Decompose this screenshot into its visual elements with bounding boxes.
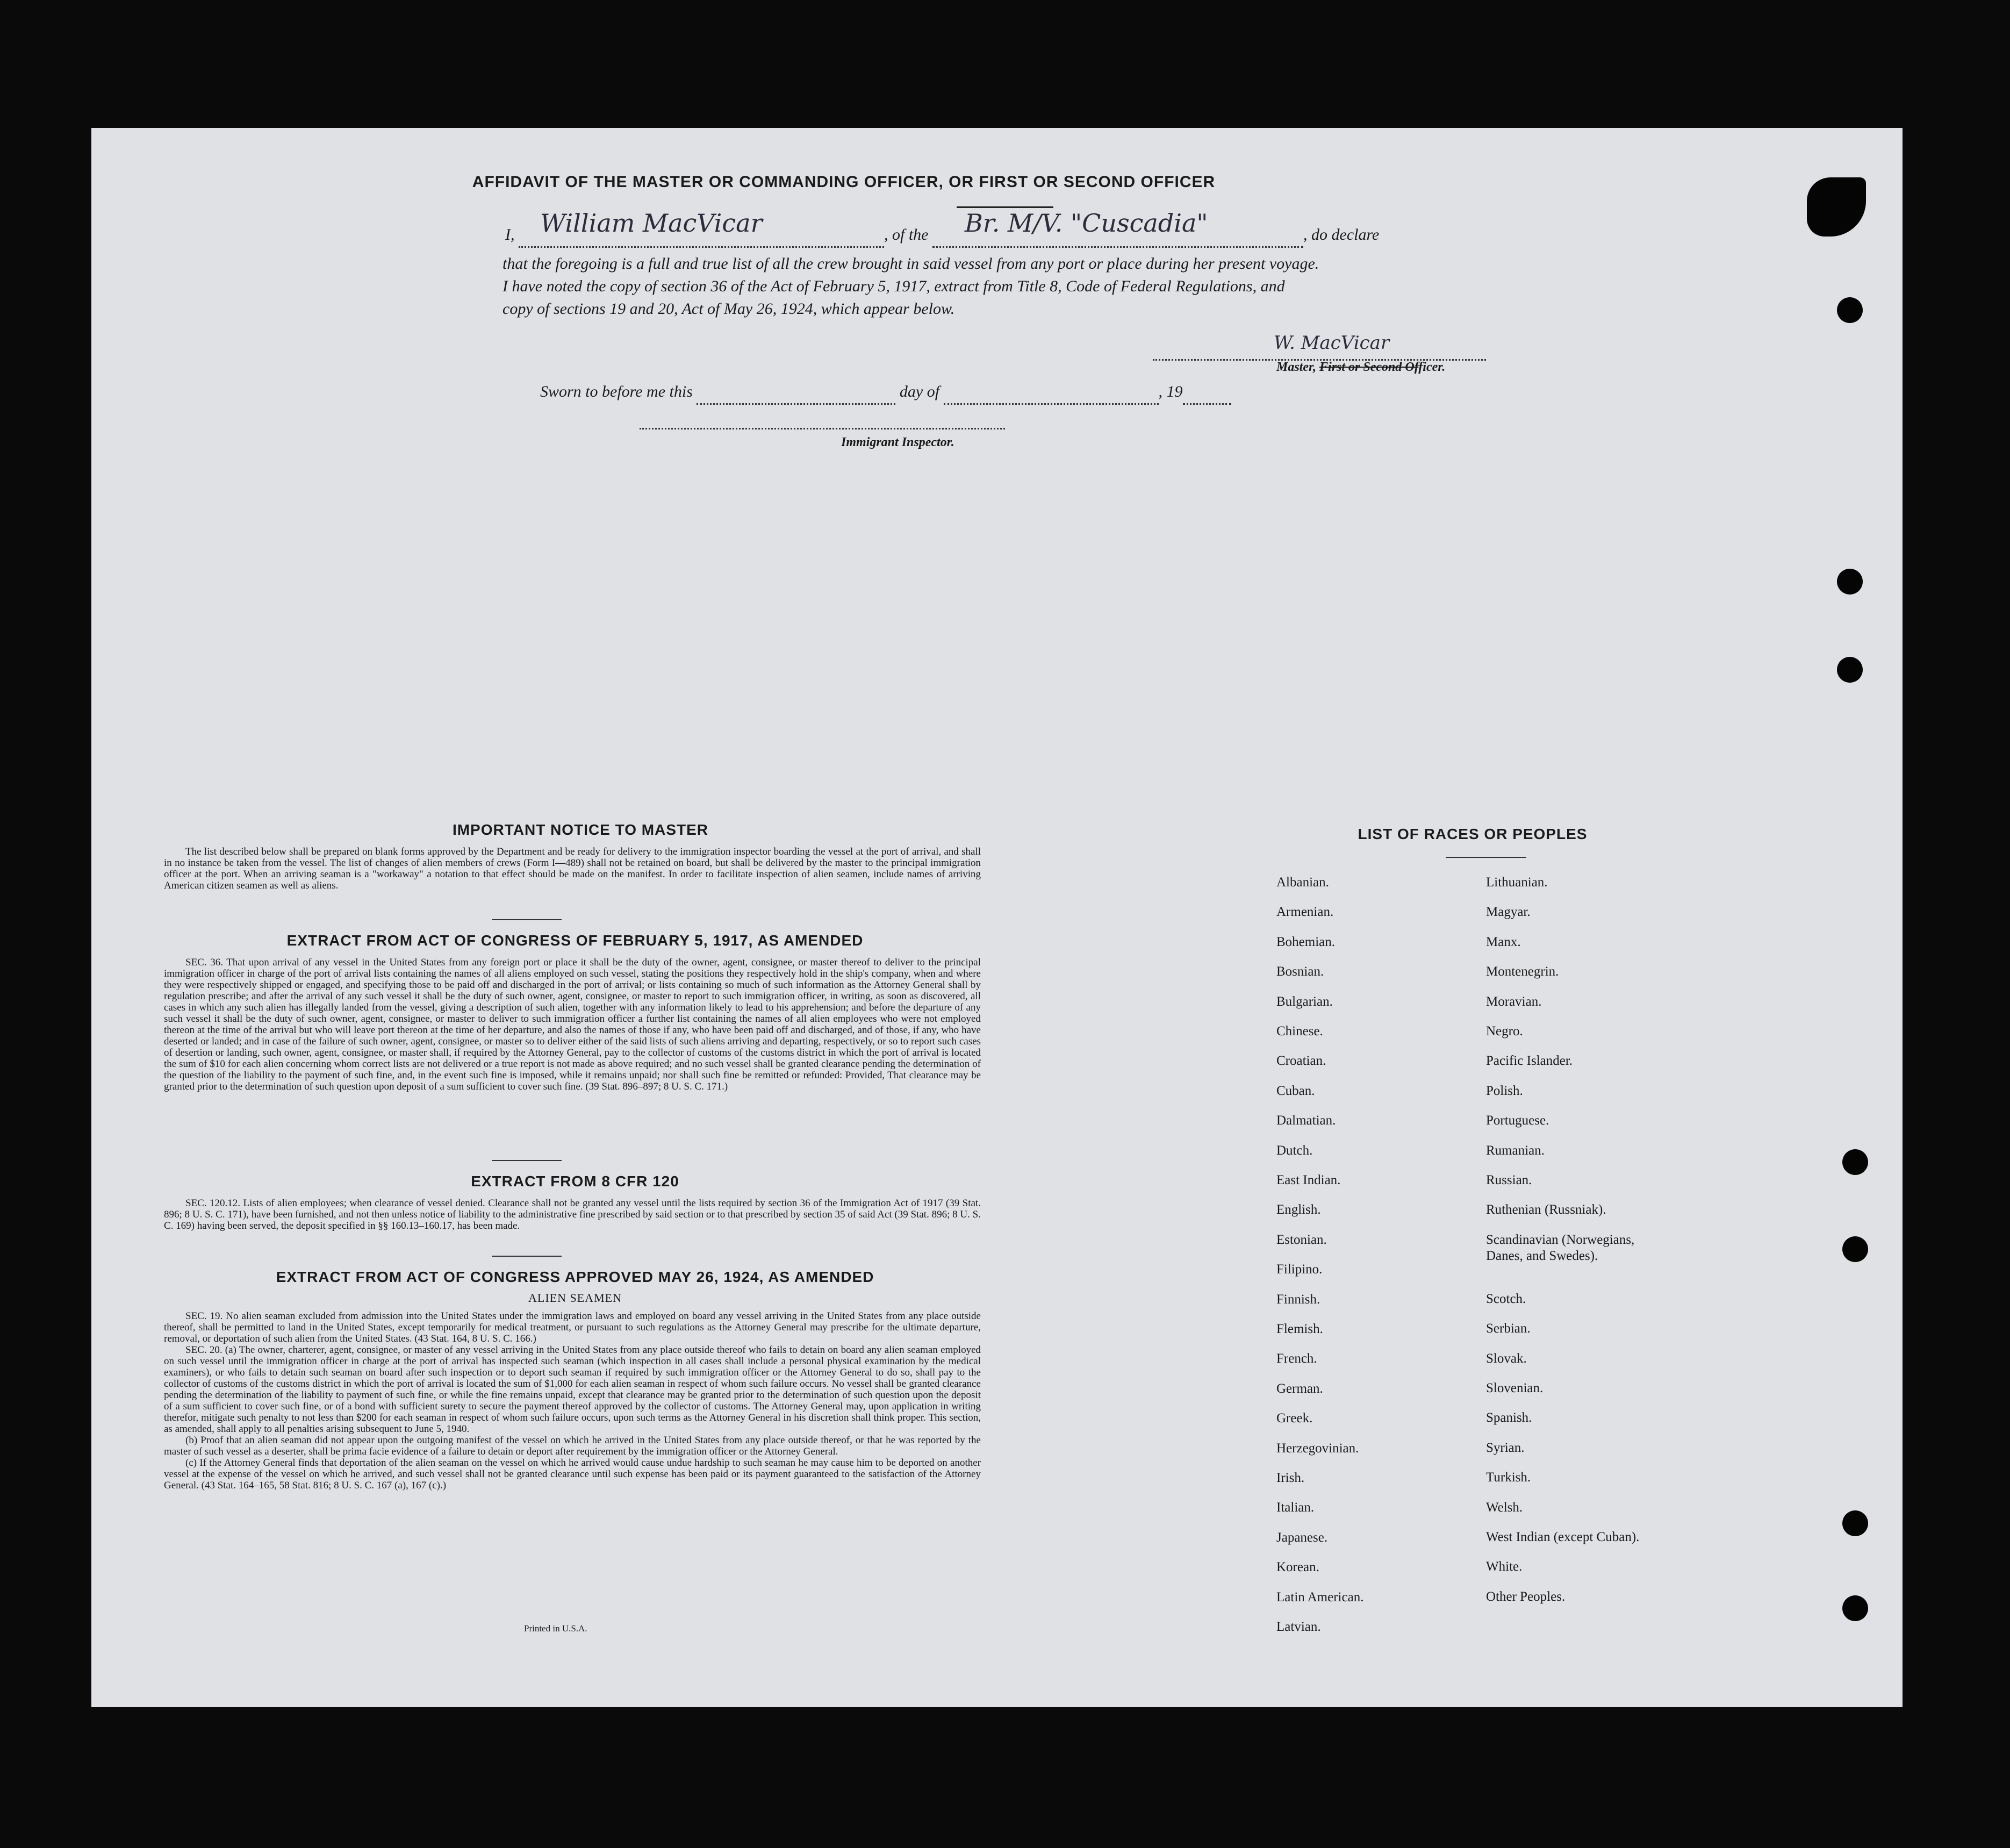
race-item: Lithuanian. (1486, 875, 1548, 890)
race-item: Slovenian. (1486, 1381, 1544, 1395)
notice-title: IMPORTANT NOTICE TO MASTER (452, 821, 709, 838)
race-item: Chinese. (1276, 1024, 1323, 1038)
race-item: Armenian. (1276, 905, 1334, 920)
sworn-day-of: day of (899, 383, 940, 400)
race-item: Latvian. (1276, 1620, 1321, 1634)
binding-hole (1837, 297, 1863, 323)
race-item: Russian. (1486, 1173, 1532, 1187)
race-item: Moravian. (1486, 994, 1542, 1009)
race-item: Rumanian. (1486, 1143, 1545, 1158)
race-item: Greek. (1276, 1411, 1313, 1426)
signature-label-master: Master, (1276, 360, 1320, 374)
declaration-line-4: copy of sections 19 and 20, Act of May 26, 1924, which appear below. (503, 300, 955, 318)
race-item: Danes, and Swedes). (1486, 1248, 1598, 1263)
inspector-label: Immigrant Inspector. (841, 435, 954, 449)
race-item: Filipino. (1276, 1262, 1323, 1277)
binding-hole (1842, 1236, 1868, 1262)
sworn-month-field (944, 381, 1159, 405)
extract-cfr-body: SEC. 120.12. Lists of alien employees; when clearance of vessel denied. Clearance shall not be granted any vessel until the lists required by section 36 of the Immigration Act of 1917 (39 Stat. 896; 8 U. S. C. 171), have been furnished, and not then unless notice of liability to the administrative fine prescribed by said section or to that prescribed by section 35 of said Act (39 Stat. 896; 8 U. S. C. 169) having been served, the deposit specified in §§ 160.13–160.17, has been made. (164, 1198, 981, 1231)
binding-hole (1837, 657, 1863, 683)
race-item: Bohemian. (1276, 934, 1336, 949)
race-item: German. (1276, 1381, 1323, 1396)
race-item: Dalmatian. (1276, 1113, 1336, 1128)
extract-1917-body: SEC. 36. That upon arrival of any vessel in the United States from any foreign port or place it shall be the duty of the owner, agent, consignee, or master thereof to deliver to the principal immigration officer in charge of the port of arrival lists containing the names of all aliens employed on such vessel, stating the positions they respectively hold in the ship's company, when and where they were respectively shipped or engaged, and specifying those to be paid off and discharged in the port of arrival; or lists containing so much of such information as the Attorney General shall by regulation prescribe; and after the arrival of any such vessel it shall be the duty of such owner, agent, consignee, or master to report to such immigration officer, in writing, as soon as discovered, all cases in which any such alien has illegally landed from the vessel, giving a description of such alien, together with any information likely to lead to his apprehension; and before the departure of any such vessel it shall be the duty of such owner, agent, consignee, or master to deliver to such immigration officer a further list containing the names of all alien employees who were not employed thereon at the time of the arrival but who will leave port thereon at the time of her departure, and also the names of those if any, who have been paid off and discharged, and of those, if any, who have deserted or landed; and in case of the failure of such owner, agent, consignee, or master so to deliver either of the said lists of such aliens arriving and departing, respectively, or so to report such cases of desertion or landing, such owner, agent, consignee, or master shall, if required by the Attorney General, pay to the collector of customs of the customs district in which the port of arrival is located the sum of $10 for each alien concerning whom correct lists are not delivered or a true report is not made as above required; and no such vessel shall be granted clearance pending the determination of the question of the liability to the payment of such fine, and, in the event such fine is imposed, while it remains unpaid; nor shall such fine be remitted or refunded: Provided, That clearance may be granted prior to the determination of such question upon deposit of a sum sufficient to cover such fine. (39 Stat. 896–897; 8 U. S. C. 171.) (164, 957, 981, 1092)
race-item: Croatian. (1276, 1054, 1326, 1069)
sworn-date-field (697, 381, 895, 405)
sworn-text: Sworn to before me this (540, 383, 693, 400)
race-item: Bosnian. (1276, 964, 1324, 979)
vessel-field (932, 209, 1303, 248)
race-item: Pacific Islander. (1486, 1054, 1573, 1069)
race-item: Serbian. (1486, 1321, 1531, 1336)
extract-1917-divider (492, 1160, 562, 1161)
sec-20c-text: (c) If the Attorney General finds that deportation of the alien seaman on the vessel on which he arrived would cause undue hardship to such seaman he may cause him to be deported on another vessel at the expense of the vessel on which he arrived, and such vessel shall not be granted clearance until such expense has been paid or its payment guaranteed to the satisfaction of the Attorney General. (43 Stat. 164–165, 58 Stat. 816; 8 U. S. C. 167 (a), 167 (c).) (164, 1457, 981, 1491)
races-title: LIST OF RACES OR PEOPLES (1358, 826, 1588, 842)
race-item: Bulgarian. (1276, 994, 1333, 1009)
race-item: Portuguese. (1486, 1113, 1549, 1128)
race-item: Cuban. (1276, 1083, 1315, 1098)
extract-1924-body (164, 1310, 981, 1491)
race-item: Irish. (1276, 1471, 1305, 1485)
notice-body: The list described below shall be prepared on blank forms approved by the Department and be ready for delivery to the immigration inspector boarding the vessel at the port of arrival, and shall in no instance be taken from the vessel. The list of changes of alien members of crews (Form I—489) shall not be retained on board, but shall be delivered by the master to the principal immigration officer at the port. When an arriving seaman is a "workaway" a notation to that effect should be made on the manifest. In order to facilitate inspection of alien seamen, include names of arriving American citizen seamen as well as aliens. (164, 846, 981, 891)
sworn-year-field (1183, 381, 1231, 405)
affidavit-title: AFFIDAVIT OF THE MASTER OR COMMANDING OFFICER, OR FIRST OR SECOND OFFICER (472, 173, 1216, 191)
race-item: Slovak. (1486, 1351, 1527, 1366)
races-divider (1446, 857, 1526, 858)
declaration-line-1 (505, 209, 1607, 248)
decl-do-declare: , do declare (1303, 226, 1380, 243)
binding-hole (1842, 1510, 1868, 1536)
extract-cfr-title: EXTRACT FROM 8 CFR 120 (471, 1173, 679, 1190)
race-item: Albanian. (1276, 875, 1329, 890)
signature-label-end: ficer. (1418, 360, 1446, 374)
sworn-year-prefix: , 19 (1158, 383, 1183, 400)
signature-label (1276, 360, 1445, 375)
race-item: Polish. (1486, 1083, 1523, 1098)
sec-20a-text: SEC. 20. (a) The owner, charterer, agent, consignee, or master of any vessel arriving in the United States from any place outside thereof who fails to detain on board any alien seaman employed on such vessel until the immigration officer in charge at the port of arrival has inspected such seaman (which inspection in all cases shall include a personal physical examination by the medical examiners), or who fails to detain such seaman on board after such inspection or to deport such seaman if required by such immigration officer or the Attorney General to do so, shall pay to the collector of customs of the customs district in which the port of arrival is located the sum of $1,000 for each alien seaman in respect of whom such failure occurs. No vessel shall be granted clearance pending the determination of the liability to payment of such fine, or while the fine remains unpaid, except that clearance may be granted prior to the determination of such question upon the deposit of a sum sufficient to cover such fine, or of a bond with sufficient surety to secure the payment thereof approved by the collector of customs. The Attorney General may, upon application in writing therefor, mitigate such penalty to not less than $200 for each seaman in respect of whom such failure occurs, upon such terms as the Attorney General in his discretion shall think proper. This section, as amended, shall apply to all penalties arising subsequent to June 5, 1940. (164, 1344, 981, 1435)
race-item: Korean. (1276, 1560, 1319, 1575)
extract-1924-subtitle: ALIEN SEAMEN (528, 1291, 622, 1305)
race-item: White. (1486, 1559, 1523, 1574)
binding-hole (1842, 1149, 1868, 1175)
master-signature: W. MacVicar (1274, 332, 1390, 354)
declaration-line-3: I have noted the copy of section 36 of the Act of February 5, 1917, extract from Title 8, Code of Federal Regulations, and (503, 277, 1285, 295)
race-item: Magyar. (1486, 905, 1531, 920)
race-item: Scotch. (1486, 1291, 1526, 1306)
race-item: Dutch. (1276, 1143, 1313, 1158)
race-item: Finnish. (1276, 1292, 1320, 1307)
race-item: Montenegrin. (1486, 964, 1559, 979)
race-item: Latin American. (1276, 1589, 1364, 1605)
document-page (91, 128, 1903, 1707)
extract-cfr-divider (492, 1256, 562, 1257)
binding-hole (1837, 569, 1863, 594)
decl-i: I, (505, 226, 515, 243)
race-item: Welsh. (1486, 1500, 1523, 1515)
decl-of-the: , of the (884, 226, 929, 243)
race-item: East Indian. (1276, 1173, 1341, 1187)
declaration-line-2: that the foregoing is a full and true list of all the crew brought in said vessel from any port or place during her present voyage. (503, 255, 1319, 273)
race-item: Herzegovinian. (1276, 1441, 1359, 1456)
race-item: Japanese. (1276, 1530, 1328, 1545)
race-item: Scandinavian (Norwegians, (1486, 1232, 1635, 1247)
master-name-handwritten: William MacVicar (540, 209, 763, 238)
signature-label-struck: First or Second Of (1319, 360, 1419, 374)
extract-1924-title: EXTRACT FROM ACT OF CONGRESS APPROVED MAY 26, 1924, AS AMENDED (276, 1269, 874, 1285)
notice-divider (492, 919, 562, 920)
binding-hole (1842, 1595, 1868, 1621)
race-item: Other Peoples. (1486, 1589, 1566, 1604)
sec-20b-text: (b) Proof that an alien seaman did not appear upon the outgoing manifest of the vessel on which he arrived in the United States from any place outside thereof, or that he was reported by the master of such vessel as a deserter, shall be prima facie evidence of a failure to detain or deport after requirement by the immigration officer or the Attorney General. (164, 1435, 981, 1457)
race-item: Manx. (1486, 934, 1521, 949)
race-item: English. (1276, 1202, 1321, 1217)
sec-19-text: SEC. 19. No alien seaman excluded from admission into the United States under the immigration laws and employed on board any vessel arriving in the United States from any place outside thereof, shall be permitted to land in the United States, except temporarily for medical treatment, or pursuant to such regulations as the Attorney General may prescribe for the ultimate departure, removal, or deportation of such alien from the United States. (43 Stat. 164, 8 U. S. C. 166.) (164, 1310, 981, 1344)
race-item: Ruthenian (Russniak). (1486, 1202, 1606, 1217)
name-field (519, 209, 884, 248)
inspector-line (640, 428, 1005, 429)
printed-in-usa: Printed in U.S.A. (524, 1623, 587, 1634)
race-item: Turkish. (1486, 1470, 1531, 1485)
race-item: Spanish. (1486, 1410, 1532, 1426)
sworn-line (540, 381, 1231, 405)
race-item: Syrian. (1486, 1440, 1525, 1455)
race-item: Flemish. (1276, 1322, 1323, 1336)
vessel-name-handwritten: Br. M/V. "Cuscadia" (965, 209, 1208, 238)
extract-1917-title: EXTRACT FROM ACT OF CONGRESS OF FEBRUARY 5, 1917, AS AMENDED (286, 932, 864, 949)
race-item: Estonian. (1276, 1232, 1327, 1247)
title-divider (957, 206, 1053, 208)
race-item: West Indian (except Cuban). (1486, 1530, 1640, 1544)
race-item: Negro. (1486, 1024, 1523, 1038)
race-item: French. (1276, 1351, 1317, 1366)
race-item: Italian. (1276, 1500, 1315, 1515)
